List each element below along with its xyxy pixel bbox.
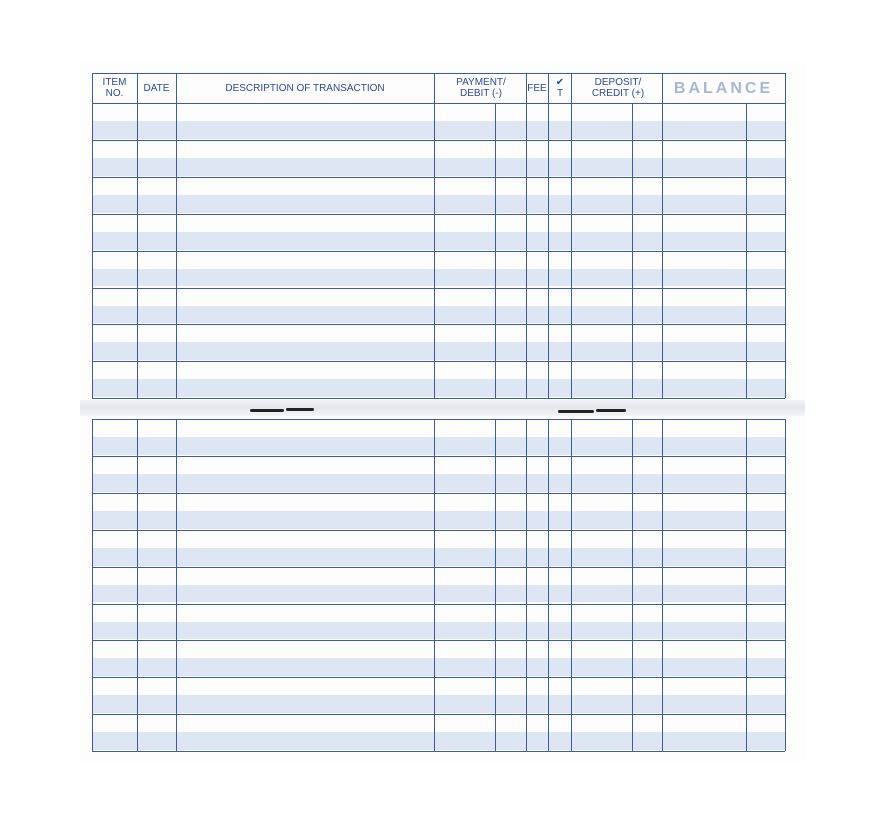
row-rule [92,677,785,678]
row-rule [92,567,785,568]
column-rule [434,103,435,398]
row-rule [92,714,785,715]
staple-left-end [286,408,314,411]
column-rule [434,419,435,751]
row-shade-band [92,695,785,713]
row-rule [92,361,785,362]
column-rule [662,419,663,751]
row-shade-band [92,342,785,360]
header-description: DESCRIPTION OF TRANSACTION [225,82,385,94]
row-rule [92,751,785,752]
staple-right-end [596,409,626,412]
row-rule [92,604,785,605]
row-shade-band [92,548,785,566]
column-rule [571,419,572,751]
header-column-rule [548,73,549,103]
header-column-rule [434,73,435,103]
column-rule [746,419,747,751]
column-rule [176,419,177,751]
row-rule [92,288,785,289]
header-column-rule [785,73,786,103]
row-shade-band [92,732,785,750]
staple-right [558,410,594,413]
row-shade-band [92,306,785,324]
column-rule [785,419,786,751]
column-rule [137,419,138,751]
header-deposit-credit: DEPOSIT/ CREDIT (+) [591,77,645,99]
row-shade-band [92,474,785,492]
column-rule [662,103,663,398]
header-item-no: ITEM NO. [102,77,127,99]
column-rule [632,419,633,751]
staple-left [250,409,284,412]
row-rule [92,214,785,215]
column-rule [571,103,572,398]
column-rule [92,103,93,398]
row-shade-band [92,511,785,529]
row-rule [92,251,785,252]
header-column-rule [571,73,572,103]
column-rule [632,103,633,398]
header-date: DATE [143,82,170,94]
row-rule [92,419,785,420]
column-rule [548,103,549,398]
column-rule [495,103,496,398]
row-shade-band [92,195,785,213]
row-shade-band [92,121,785,139]
row-shade-band [92,437,785,455]
page-fold [80,400,805,416]
row-shade-band [92,585,785,603]
column-rule [548,419,549,751]
row-shade-band [92,232,785,250]
column-rule [746,103,747,398]
header-check-t: ✔ T [555,77,565,99]
header-balance: BALANCE [673,79,774,97]
column-rule [176,103,177,398]
row-rule [92,324,785,325]
column-rule [526,419,527,751]
column-rule [785,103,786,398]
column-rule [92,419,93,751]
row-shade-band [92,158,785,176]
row-rule [92,177,785,178]
column-rule [137,103,138,398]
row-rule [92,103,785,104]
header-payment-debit: PAYMENT/ DEBIT (-) [456,77,506,99]
row-shade-band [92,622,785,640]
header-fee: FEE [527,82,547,94]
row-rule [92,493,785,494]
column-rule [526,103,527,398]
row-shade-band [92,269,785,287]
row-rule [92,640,785,641]
row-rule [92,140,785,141]
column-rule [495,419,496,751]
row-rule [92,456,785,457]
row-shade-band [92,379,785,397]
row-rule [92,530,785,531]
row-shade-band [92,658,785,676]
